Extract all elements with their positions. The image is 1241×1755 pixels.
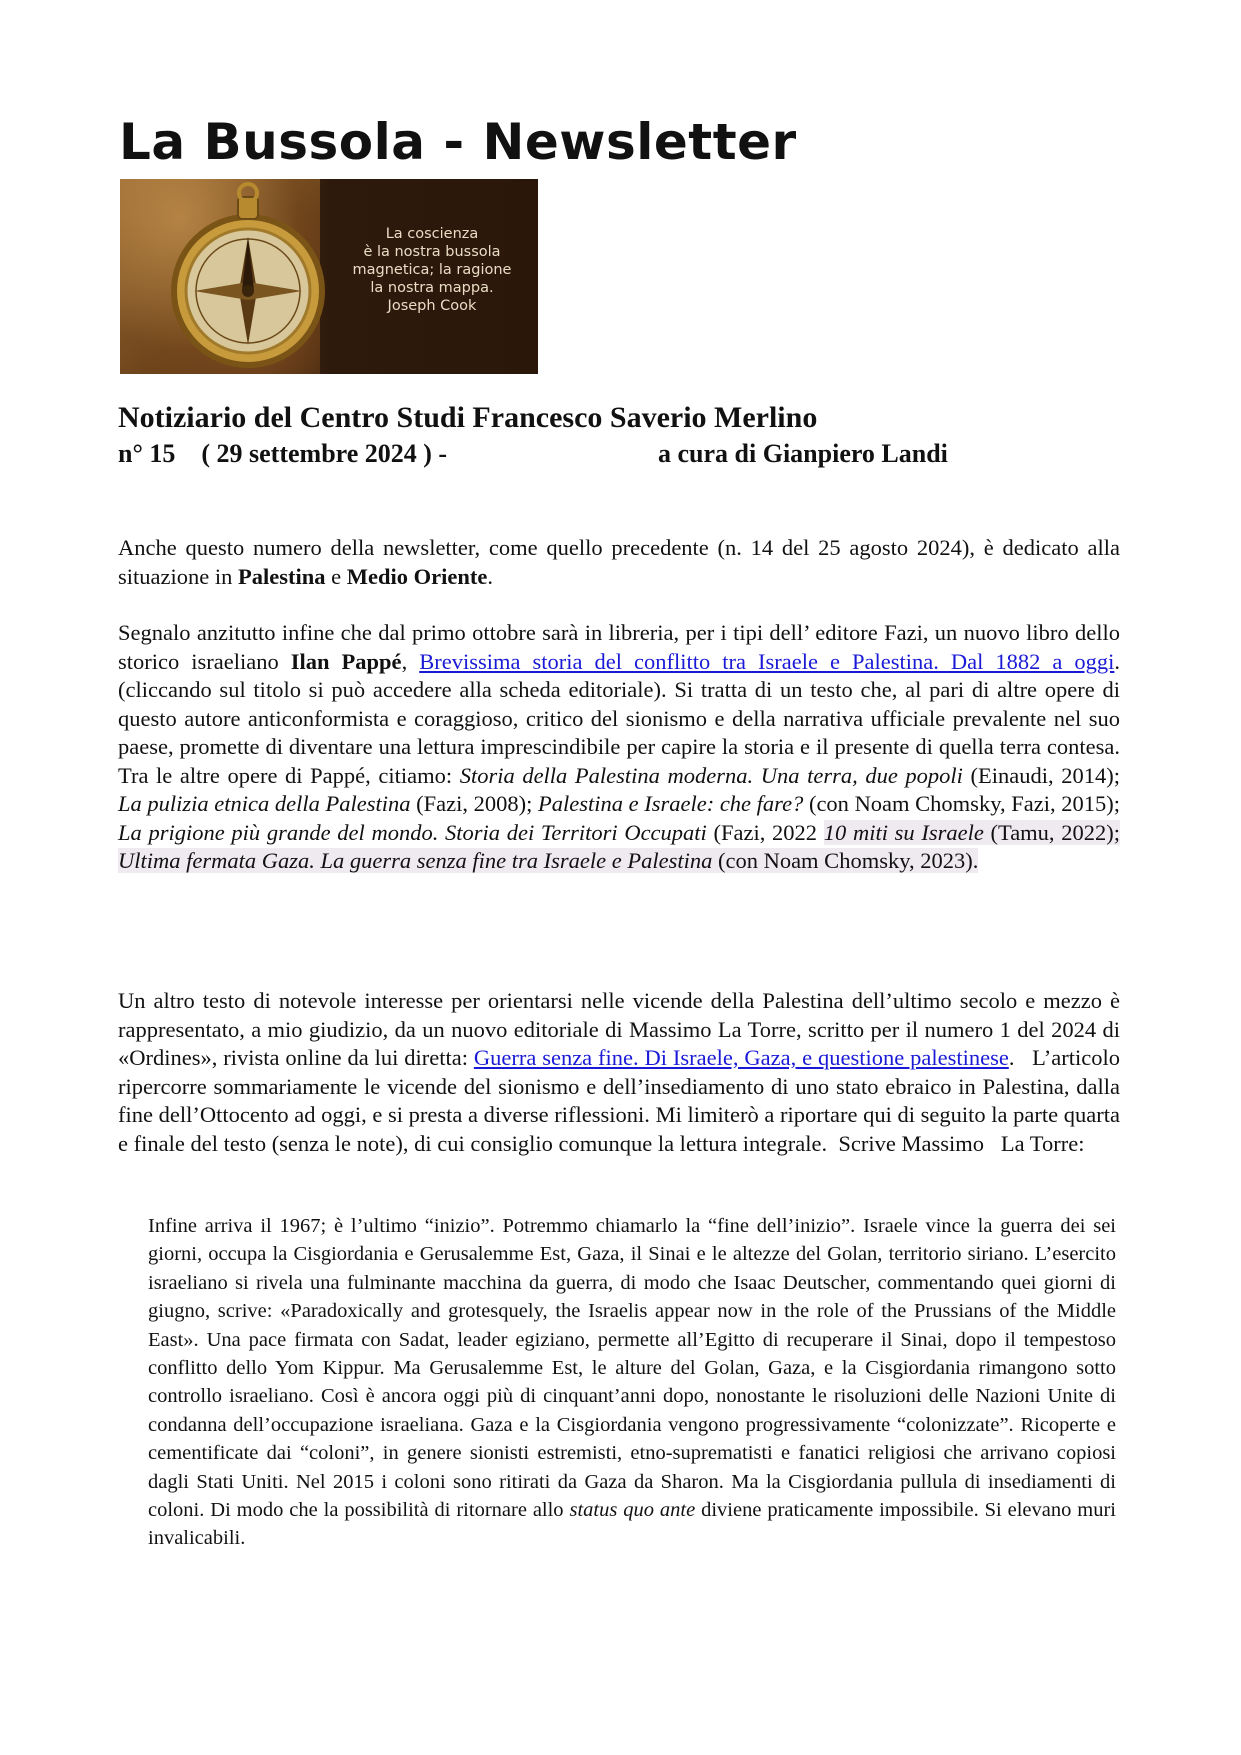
quote-line: magnetica; la ragione — [352, 262, 512, 278]
work-title: Palestina e Israele: che fare? — [537, 791, 804, 816]
text: , — [401, 648, 420, 674]
issue-line — [118, 437, 1038, 471]
publication-heading: Notiziario del Centro Studi Francesco Saverio Merlino — [118, 401, 818, 434]
curator: a cura di Gianpiero Landi — [658, 439, 948, 468]
paragraph-intro — [118, 534, 1120, 591]
text: (Einaudi, 2014); — [962, 762, 1137, 788]
italic-text: status quo ante — [569, 1499, 696, 1522]
banner-quote — [342, 225, 522, 315]
text: diviene praticamente impossibile. Si elevano muri invalicabili. — [148, 1499, 1116, 1550]
paragraph-book — [118, 619, 1137, 876]
text: (Fazi, 2022 — [706, 819, 824, 845]
article-link[interactable]: Guerra senza fine. Di Israele, Gaza, e questione palestinese — [473, 1045, 1009, 1070]
text: . — [487, 563, 493, 589]
quote-author: Joseph Cook — [387, 298, 477, 314]
text: . L’articolo ripercorre sommariamente le vicende del sionismo e dell’insediamento di uno stato ebraico in Palestina, dalla fine dell’Ottocento ad oggi, e si presta a diverse riflessioni. Mi limiterò a riportare qui di seguito la parte quarta e finale del testo (senza le note), di cui consiglio comunque la lettura integrale. Scrive Massimo La Torre: — [118, 1045, 1126, 1156]
text: Infine arriva il 1967; è l’ultimo “inizio”. Potremmo chiamarlo la “fine dell’inizio”. Israele vince la guerra dei sei giorni, occupa la Cisgiordania e Gerusalemme Est, Gaza, il Sinai e le altezze del Golan, territorio siriano. L’esercito israeliano si rivela una fulminante macchina da guerra, di modo che Isaac Deutscher, commentando quei giorni di giugno, scrive: «Paradoxically and grotesquely, the Israelis appear now in the role of the Prussians of the Middle East». Una pace firmata con Sadat, leader egiziano, permette all’Egitto di recuperare il Sinai, dopo il tempestoso conflitto dello Yom Kippur. Ma Gerusalemme Est, le alture del Golan, Gaza, e la Cisgiordania rimangono sotto controllo israeliano. Così è ancora oggi più di cinquant’anni dopo, nonostante le risoluzioni delle Nazioni Unite di condanna dell’occupazione israeliana. Gaza e la Cisgiordania vengono progressivamente “colonizzate”. Ricoperte e cementificate dai “coloni”, in genere sionisti estremisti, etno-suprematisti e fanatici religiosi che arrivano copiosi dagli Stati Uniti. Nel 2015 i coloni sono ritirati da Gaza da Sharon. Ma la Cisgiordania pullula di insediamenti di coloni. Di modo che la possibilità di ritornare allo — [148, 1215, 1116, 1522]
bold-text: Medio Oriente — [346, 563, 488, 589]
paragraph-article — [118, 987, 1126, 1158]
text: Segnalo anzitutto infine che dal primo ottobre sarà in libreria, per i tipi dell’ editore Fazi, un nuovo libro dello storico israeliano — [118, 620, 1120, 674]
text: (Fazi, 2008); — [410, 791, 538, 816]
newsletter-title: La Bussola - Newsletter — [119, 113, 797, 171]
compass-icon — [120, 179, 330, 374]
book-link[interactable]: Brevissima storia del conflitto tra Israele e Palestina. Dal 1882 a oggi — [419, 648, 1115, 674]
quote-line: è la nostra bussola — [363, 244, 501, 260]
issue-number-date: n° 15 ( 29 settembre 2024 ) - — [118, 439, 448, 468]
work-title: 10 miti su Israele — [823, 819, 984, 845]
text: . (cliccando sul titolo si può accedere alla scheda editoriale). Si tratta di un testo che, al pari di altre opere di questo autore anticonformista e coraggioso, critico del sionismo e della narrativa ufficiale prevalente nel suo paese, promette di diventare una lettura imprescindibile per capire la storia e il presente di quella terra contesa. Tra le altre opere di Pappé, citiamo: — [118, 648, 1121, 788]
work-title: La pulizia etnica della Palestina — [118, 791, 411, 816]
text: (con Noam Chomsky, 2023). — [712, 848, 979, 873]
text: e — [325, 563, 347, 589]
work-title: Ultima fermata Gaza. La guerra senza fine tra Israele e Palestina — [118, 848, 713, 873]
text: (con Noam Chomsky, Fazi, 2015); — [803, 791, 1132, 816]
text: (Tamu, 2022); — [983, 819, 1120, 845]
work-title: Storia della Palestina moderna. Una terra, due popoli — [459, 762, 963, 788]
quoted-excerpt — [148, 1212, 1116, 1553]
work-title: La prigione più grande del mondo. Storia dei Territori Occupati — [118, 819, 707, 845]
text: Un altro testo di notevole interesse per orientarsi nelle vicende della Palestina dell’ultimo secolo e mezzo è rappresentato, a mio giudizio, da un nuovo editoriale di Massimo La Torre, scritto per il numero 1 del 2024 di «Ordines», rivista online da lui diretta: — [118, 988, 1120, 1070]
bold-text: Palestina — [237, 563, 326, 589]
author-name: Ilan Pappé — [290, 648, 402, 674]
banner-image — [120, 179, 538, 374]
text: Anche questo numero della newsletter, come quello precedente (n. 14 del 25 agosto 2024), è dedicato alla situazione in — [118, 535, 1120, 589]
quote-line: La coscienza — [385, 226, 479, 242]
quote-line: la nostra mappa. — [370, 280, 494, 296]
